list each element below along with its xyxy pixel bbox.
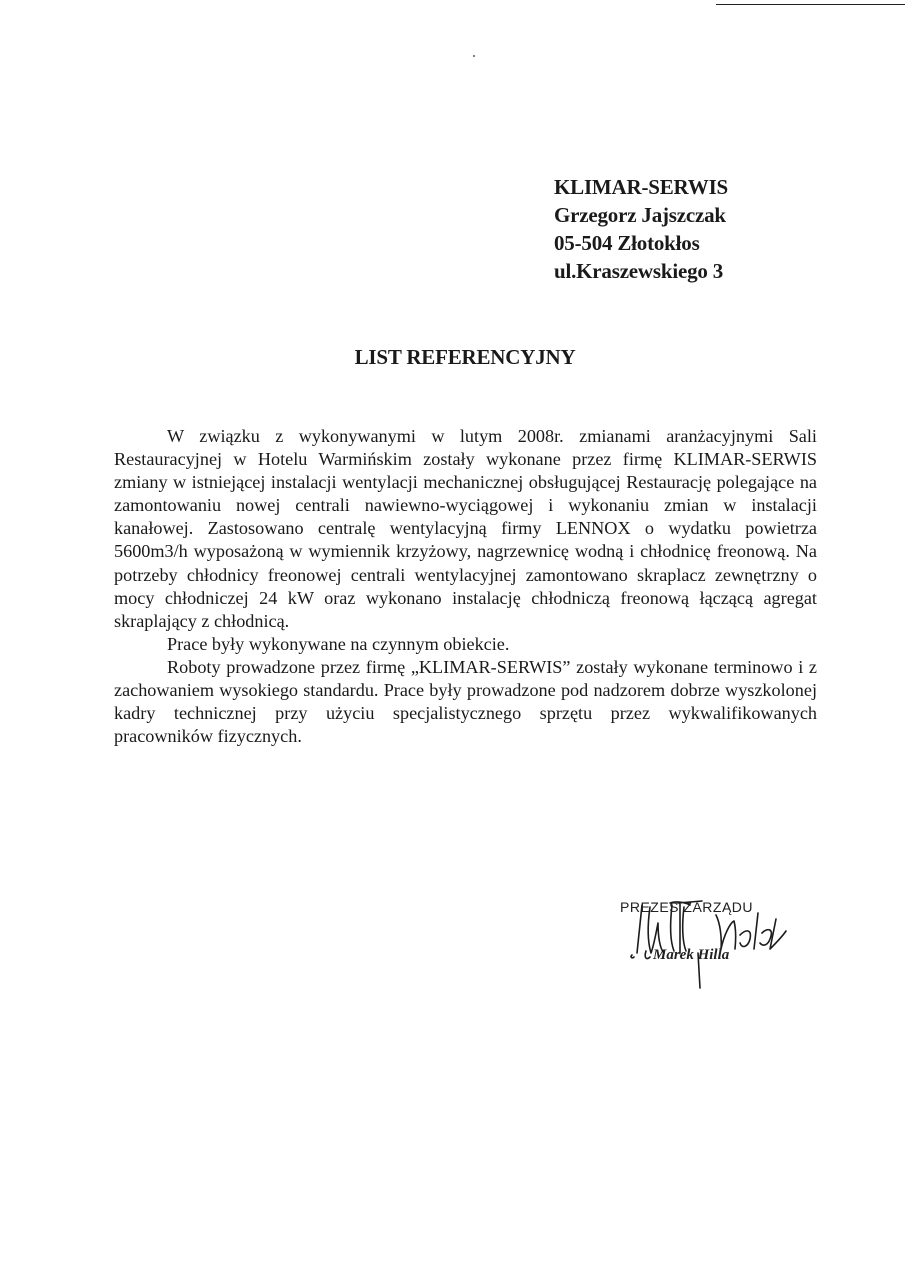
owner-name: Grzegorz Jajszczak bbox=[554, 203, 726, 227]
handwritten-signature bbox=[620, 893, 800, 1003]
top-edge-rule bbox=[716, 4, 905, 5]
letterhead-address bbox=[554, 173, 728, 285]
letter-body bbox=[114, 425, 817, 748]
document-title: LIST REFERENCYJNY bbox=[354, 345, 576, 369]
body-paragraph-3: Roboty prowadzone przez firmę „KLIMAR-SERWIS” zostały wykonane terminowo i z zachowaniem wysokiego standardu. Prace były prowadzone pod nadzorem dobrze wyszkolonej kadry technicznej przy użyciu specjalistycznego sprzętu przez wykwalifikowanych pracowników fizycznych. bbox=[114, 656, 817, 747]
stamp-name: Marek Hilla bbox=[653, 947, 730, 963]
stamp-title: PREZES ZARZĄDU bbox=[620, 899, 754, 915]
body-paragraph-2: Prace były wykonywane na czynnym obiekcie. bbox=[167, 633, 510, 654]
postal-city: 05-504 Złotokłos bbox=[554, 231, 700, 255]
street-address: ul.Kraszewskiego 3 bbox=[554, 259, 724, 283]
body-paragraph-1: W związku z wykonywanymi w lutym 2008r. zmianami aranżacyjnymi Sali Restauracyjnej w Hotelu Warmińskim zostały wykonane przez firmę KLIMAR-SERWIS zmiany w istniejącej instalacji wentylacji mechanicznej obsługującej Restaurację polegające na zamontowaniu nowej centrali nawiewno-wyciągowej i wykonaniu zmian w instalacji kanałowej. Zastosowano centralę wentylacyjną firmy LENNOX o wydatku powietrza 5600m3/h wyposażoną w wymiennik krzyżowy, nagrzewnicę wodną i chłodnicę freonową. Na potrzeby chłodnicy freonowej centrali wentylacyjnej zamontowano skraplacz zewnętrzny o mocy chłodniczej 24 kW oraz wykonano instalację chłodniczą freonową łączącą agregat skraplający z chłodnicą. bbox=[114, 426, 817, 631]
scan-speck bbox=[473, 55, 475, 57]
signature-stamp bbox=[620, 893, 800, 1003]
company-name: KLIMAR-SERWIS bbox=[554, 175, 729, 199]
